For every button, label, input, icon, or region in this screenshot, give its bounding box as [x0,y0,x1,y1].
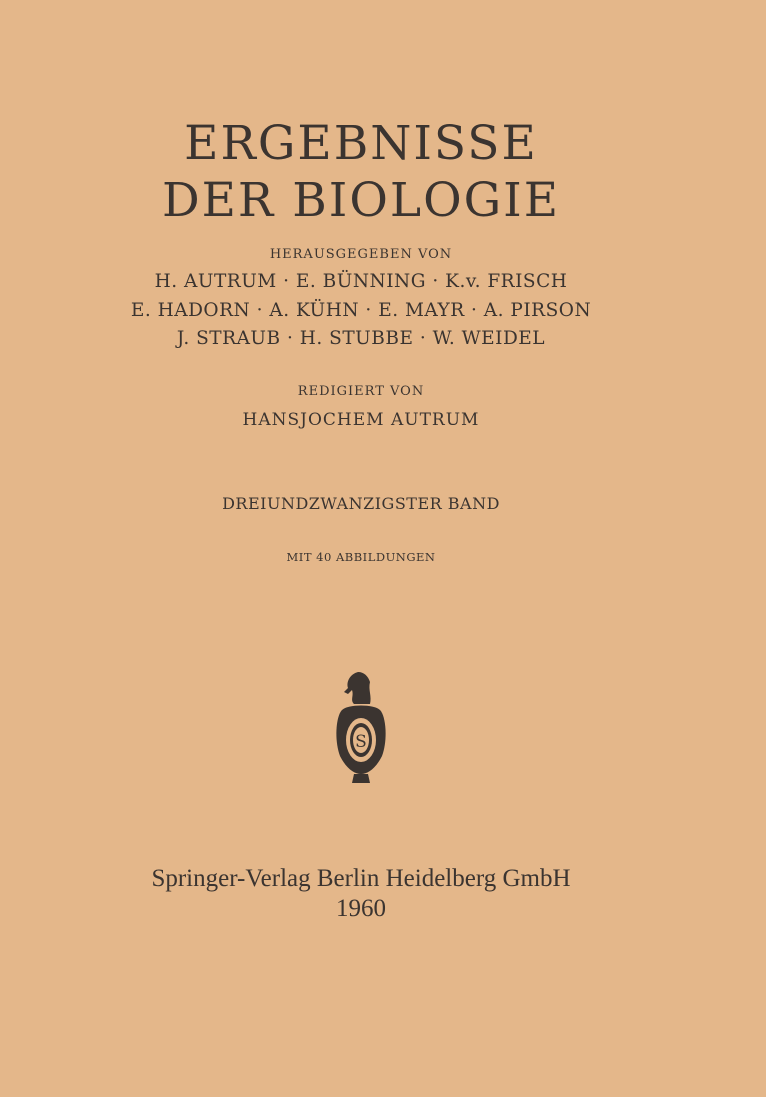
redactor-name: HANSJOCHEM AUTRUM [242,410,480,430]
illustrations-label: MIT 40 ABBILDUNGEN [286,550,436,564]
title-line-2: DER BIOLOGIE [161,173,561,228]
volume-label: DREIUNDZWANZIGSTER BAND [222,494,500,513]
editors-line-3: J. STRAUB · H. STUBBE · W. WEIDEL [176,328,546,349]
svg-text:S: S [355,732,367,752]
editors-line-1: H. AUTRUM · E. BÜNNING · K.v. FRISCH [154,271,568,292]
redactor-intro: REDIGIERT VON [297,384,425,399]
springer-logo-icon [330,670,392,785]
editors-line-2: E. HADORN · A. KÜHN · E. MAYR · A. PIRSON [130,300,592,321]
publication-year: 1960 [336,895,386,922]
editors-intro: HERAUSGEGEBEN VON [269,247,453,262]
title-line-1: ERGEBNISSE [184,116,538,171]
publisher-name: Springer-Verlag Berlin Heidelberg GmbH [151,865,571,892]
